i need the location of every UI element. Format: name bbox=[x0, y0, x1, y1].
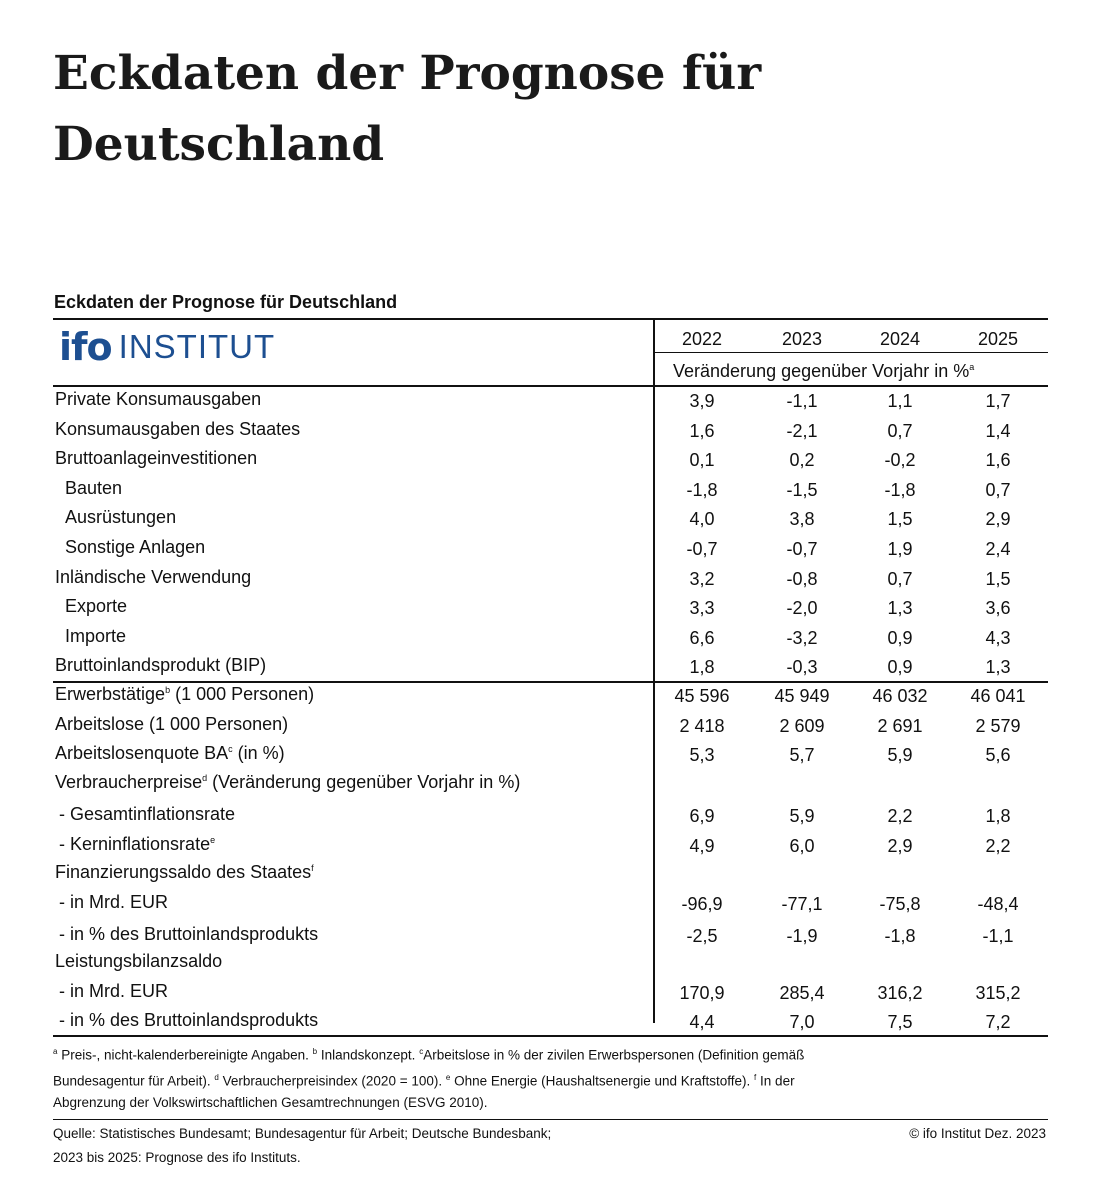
value-cell: 0,9 bbox=[887, 657, 913, 678]
value-cell: 0,7 bbox=[887, 568, 913, 589]
table-row bbox=[53, 681, 1048, 710]
value-cell: 5,9 bbox=[887, 745, 913, 765]
year-rule bbox=[654, 352, 1048, 353]
row-label: Arbeitslose (1 000 Personen) bbox=[55, 714, 289, 734]
row-label: Inländische Verwendung bbox=[55, 566, 252, 587]
value-cell: -0,2 bbox=[884, 450, 916, 471]
table-title: Eckdaten der Prognose für Deutschland bbox=[54, 292, 398, 312]
value-cell: 2 609 bbox=[779, 716, 825, 736]
value-cell: 1,6 bbox=[985, 450, 1011, 471]
value-cell: 1,3 bbox=[887, 598, 913, 619]
value-cell: 2,2 bbox=[985, 836, 1011, 856]
value-cell: 3,9 bbox=[689, 391, 715, 411]
value-cell: -0,7 bbox=[786, 539, 818, 559]
row-label: Importe bbox=[65, 625, 127, 646]
value-cell: 7,0 bbox=[789, 1012, 815, 1032]
value-cell: 4,9 bbox=[689, 836, 715, 856]
value-cell: 316,2 bbox=[877, 983, 923, 1003]
row-label: Bruttoanlageinvestitionen bbox=[55, 448, 258, 469]
value-cell: -1,9 bbox=[786, 926, 818, 946]
value-cell: -1,1 bbox=[982, 926, 1014, 946]
forecast-table bbox=[53, 288, 1048, 1168]
value-cell: 46 041 bbox=[970, 686, 1026, 706]
value-cell: 0,7 bbox=[887, 420, 913, 441]
value-cell: -1,8 bbox=[884, 926, 916, 946]
table-row bbox=[53, 564, 1048, 593]
row-label: Private Konsumausgaben bbox=[55, 389, 262, 409]
table-row bbox=[53, 921, 1048, 950]
value-cell: 5,9 bbox=[789, 806, 815, 826]
value-cell: 4,4 bbox=[689, 1012, 715, 1032]
value-cell: 0,9 bbox=[887, 627, 913, 648]
value-cell: 7,2 bbox=[985, 1012, 1011, 1032]
value-cell: 4,3 bbox=[985, 627, 1011, 648]
value-cell: 1,3 bbox=[985, 657, 1011, 678]
value-cell: 3,6 bbox=[985, 598, 1011, 619]
source-line-2: 2023 bis 2025: Prognose des ifo Instituts. bbox=[53, 1150, 301, 1165]
source-line-1: Quelle: Statistisches Bundesamt; Bundesagentur für Arbeit; Deutsche Bundesbank; bbox=[53, 1126, 552, 1141]
value-cell: 3,2 bbox=[689, 568, 715, 589]
row-label: Erwerbstätige$^b$ (1 000 Personen) bbox=[55, 684, 315, 704]
row-label: - in Mrd. EUR bbox=[59, 981, 169, 1001]
value-cell: 1,8 bbox=[985, 806, 1011, 826]
value-cell: -0,7 bbox=[686, 539, 718, 559]
table-row bbox=[53, 593, 1048, 622]
ifo-logo-text: INSTITUT bbox=[118, 328, 276, 365]
value-cell: 1,1 bbox=[887, 391, 913, 411]
year-header: 2025 bbox=[977, 329, 1019, 349]
ifo-logo bbox=[59, 322, 275, 372]
value-cell: 1,6 bbox=[689, 420, 715, 441]
ifo-logo-mark: ifo bbox=[59, 325, 112, 369]
page-title: Eckdaten der Prognose für Deutschland bbox=[53, 46, 762, 172]
table-row bbox=[53, 831, 1048, 860]
table-row bbox=[53, 534, 1048, 563]
value-cell: 0,2 bbox=[789, 450, 815, 471]
value-cell: 45 949 bbox=[774, 686, 830, 706]
table-row bbox=[53, 859, 1048, 888]
row-label: - in % des Bruttoinlandsprodukts bbox=[59, 1010, 319, 1030]
value-cell: 7,5 bbox=[887, 1012, 913, 1032]
table-row bbox=[53, 652, 1048, 681]
value-cell: -1,1 bbox=[786, 391, 818, 411]
value-cell: 1,4 bbox=[985, 420, 1011, 441]
value-cell: 2,2 bbox=[887, 806, 913, 826]
unit-note: Veränderung gegenüber Vorjahr in %$^a$ bbox=[673, 361, 975, 381]
value-cell: 285,4 bbox=[779, 983, 825, 1003]
value-cell: 315,2 bbox=[975, 983, 1021, 1003]
value-cell: -0,3 bbox=[786, 657, 818, 678]
value-cell: -75,8 bbox=[879, 894, 921, 914]
value-cell: 1,7 bbox=[985, 391, 1011, 411]
value-cell: -3,2 bbox=[786, 627, 818, 648]
footnote-line-3: Abgrenzung der Volkswirtschaftlichen Gesamtrechnungen (ESVG 2010). bbox=[53, 1095, 488, 1110]
row-label: Sonstige Anlagen bbox=[65, 537, 206, 557]
row-label: Finanzierungssaldo des Staates$^f$ bbox=[55, 862, 314, 882]
row-label: - Gesamtinflationsrate bbox=[59, 804, 236, 824]
value-cell: 0,1 bbox=[689, 450, 715, 471]
table-row bbox=[53, 1007, 1048, 1036]
value-cell: -2,1 bbox=[786, 420, 818, 441]
table-row bbox=[53, 386, 1048, 415]
row-label: Exporte bbox=[65, 596, 128, 617]
copyright-note: © ifo Institut Dez. 2023 bbox=[909, 1126, 1046, 1141]
value-cell: 6,6 bbox=[689, 627, 715, 648]
value-cell: 1,9 bbox=[887, 539, 913, 559]
value-cell: 2 579 bbox=[975, 716, 1021, 736]
value-cell: 0,7 bbox=[985, 479, 1011, 500]
source-rule bbox=[53, 1119, 1048, 1120]
row-label: Verbraucherpreise$^d$ (Veränderung gegenüber Vorjahr in %) bbox=[55, 772, 521, 792]
year-header: 2024 bbox=[879, 329, 921, 349]
table-row bbox=[53, 978, 1048, 1007]
value-cell: 6,9 bbox=[689, 806, 715, 826]
table-row bbox=[53, 623, 1048, 652]
value-cell: 1,5 bbox=[985, 568, 1011, 589]
value-cell: 4,0 bbox=[689, 509, 715, 530]
value-cell: 46 032 bbox=[872, 686, 928, 706]
value-cell: 2 691 bbox=[877, 716, 923, 736]
value-cell: -96,9 bbox=[681, 894, 723, 914]
row-label: Leistungsbilanzsaldo bbox=[55, 951, 223, 971]
value-cell: 2,9 bbox=[985, 509, 1011, 530]
value-cell: 170,9 bbox=[679, 983, 725, 1003]
table-row bbox=[53, 801, 1048, 830]
value-cell: -2,5 bbox=[686, 926, 718, 946]
table-row bbox=[53, 504, 1048, 533]
row-label: Konsumausgaben des Staates bbox=[55, 418, 301, 439]
row-label: Arbeitslosenquote $BA^c$ (in %) bbox=[55, 743, 285, 763]
value-cell: -2,0 bbox=[786, 598, 818, 619]
table-row bbox=[53, 769, 1048, 798]
value-cell: 2 418 bbox=[679, 716, 725, 736]
table-row bbox=[53, 711, 1048, 740]
row-label: - in Mrd. EUR bbox=[59, 892, 169, 912]
bottom-rule bbox=[53, 1035, 1048, 1037]
table-row bbox=[53, 889, 1048, 918]
footnote-line-1: $^a$ Preis-, nicht-kalenderbereinigte Angaben. $^b$ Inlandskonzept. $^c$Arbeitslose in % der zivilen Erwerbspersonen (Definition gemäß bbox=[53, 1047, 805, 1063]
top-rule bbox=[53, 318, 1048, 320]
value-cell: 2,4 bbox=[985, 539, 1011, 559]
row-label: - Kerninflationsrate$^e$ bbox=[59, 834, 216, 854]
value-cell: -1,5 bbox=[786, 479, 818, 500]
value-cell: 5,7 bbox=[789, 745, 815, 765]
value-cell: 45 596 bbox=[674, 686, 730, 706]
value-cell: -77,1 bbox=[781, 894, 823, 914]
year-header: 2022 bbox=[681, 329, 723, 349]
value-cell: -0,8 bbox=[786, 568, 818, 589]
footnote-line-2: Bundesagentur für Arbeit). $^d$ Verbraucherpreisindex (2020 = 100). $^e$ Ohne Energie (Haushaltsenergie und Kraftstoffe). $^f$ In der bbox=[53, 1073, 795, 1089]
value-cell: -48,4 bbox=[977, 894, 1019, 914]
year-header: 2023 bbox=[781, 329, 823, 349]
value-cell: 3,3 bbox=[689, 598, 715, 619]
value-cell: 1,8 bbox=[689, 657, 715, 678]
row-label: Bruttoinlandsprodukt (BIP) bbox=[55, 655, 267, 676]
table-row bbox=[53, 948, 1048, 977]
value-cell: 5,6 bbox=[985, 745, 1011, 765]
value-cell: 3,8 bbox=[789, 509, 815, 530]
row-label: Bauten bbox=[65, 477, 123, 498]
value-cell: 5,3 bbox=[689, 745, 715, 765]
row-label: Ausrüstungen bbox=[65, 507, 177, 528]
value-cell: 1,5 bbox=[887, 509, 913, 530]
value-cell: 6,0 bbox=[789, 836, 815, 856]
value-cell: 2,9 bbox=[887, 836, 913, 856]
row-label: - in % des Bruttoinlandsprodukts bbox=[59, 924, 319, 944]
value-cell: -1,8 bbox=[686, 479, 718, 500]
value-cell: -1,8 bbox=[884, 479, 916, 500]
table-row bbox=[53, 740, 1048, 769]
table-row bbox=[53, 475, 1048, 504]
table-row bbox=[53, 416, 1048, 445]
table-row bbox=[53, 445, 1048, 474]
